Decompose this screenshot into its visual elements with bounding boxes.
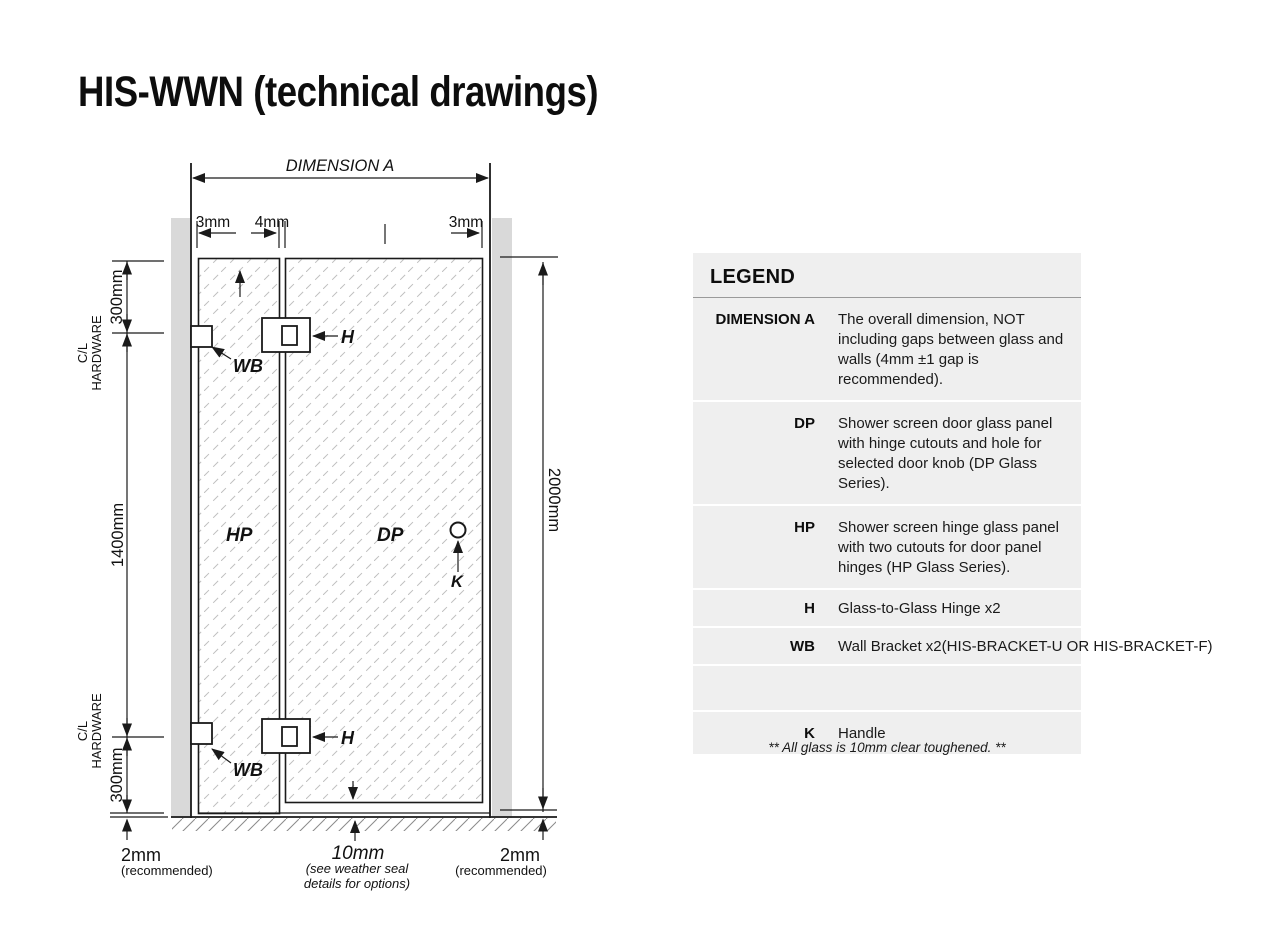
dim-1400mm: 1400mm — [109, 502, 127, 568]
hinge-top — [262, 318, 310, 352]
legend-desc: Handle — [838, 725, 886, 742]
legend-desc — [838, 675, 1070, 703]
legend-term: HP — [794, 519, 815, 536]
legend-term: DIMENSION A — [715, 311, 815, 328]
dim-2000mm: 2000mm — [545, 467, 563, 533]
legend-term: H — [804, 600, 815, 617]
wall-bracket-bottom-label: WB — [233, 760, 263, 780]
gap-4mm-label: 4mm — [254, 214, 290, 231]
legend-desc: Wall Bracket x2(HIS-BRACKET-U OR HIS-BRACKET-F) — [838, 638, 1213, 655]
dim-300mm-bottom: 300mm — [108, 747, 126, 803]
floor-hatching — [172, 818, 556, 831]
legend-term: WB — [790, 638, 815, 655]
top-gap-dimensions — [196, 214, 483, 248]
svg-text:C/L: C/L — [75, 342, 90, 364]
legend-panel — [693, 253, 1213, 754]
legend-row-empty — [693, 664, 1081, 710]
legend-term — [693, 675, 815, 703]
weather-seal-note-line1: (see weather seal — [305, 861, 409, 876]
right-wall — [492, 218, 512, 818]
legend-desc: Shower screen door glass panel with hinge cutouts and hole for selected door knob (DP Glass Series). — [838, 415, 1053, 492]
legend-row-wb — [693, 626, 1213, 664]
gap-3mm-left-label: 3mm — [195, 214, 231, 231]
wall-bracket-top-label: WB — [233, 356, 263, 376]
legend-title: LEGEND — [693, 253, 1081, 298]
gap-2mm-left-label: 2mm — [121, 845, 161, 865]
dim-300mm-top: 300mm — [108, 269, 126, 325]
dimension-a-label: DIMENSION A — [285, 157, 395, 175]
hinge-bottom-label: H — [341, 728, 354, 748]
svg-text:HARDWARE: HARDWARE — [89, 315, 104, 391]
gap-3mm-right-label: 3mm — [448, 214, 484, 231]
legend-term: K — [804, 725, 815, 742]
left-dimension-chain — [75, 261, 168, 817]
legend-footnote: ** All glass is 10mm clear toughened. ** — [768, 740, 1006, 755]
legend-desc: Shower screen hinge glass panel with two cutouts for door panel hinges (HP Glass Series). — [838, 519, 1059, 576]
legend-row-dimension-a — [693, 298, 1081, 400]
svg-text:HARDWARE: HARDWARE — [89, 693, 104, 769]
gap-2mm-left-note: (recommended) — [121, 863, 213, 878]
legend-desc: The overall dimension, NOT including gaps between glass and walls (4mm ±1 gap is recommended). — [838, 311, 1064, 388]
gap-2mm-right-note: (recommended) — [455, 863, 547, 878]
hp-panel-label: HP — [226, 525, 253, 546]
gap-10mm-label: 10mm — [331, 843, 385, 864]
wall-bracket-top — [191, 326, 212, 347]
svg-text:C/L: C/L — [75, 720, 90, 742]
hinge-top-label: H — [341, 327, 354, 347]
legend-row-hp — [693, 504, 1081, 588]
hinge-bottom — [262, 719, 310, 753]
hardware-centerline-bottom-label — [75, 693, 104, 769]
hardware-centerline-top-label — [75, 315, 104, 391]
weather-seal-note-line2: details for options) — [303, 876, 411, 891]
legend-desc: Glass-to-Glass Hinge x2 — [838, 600, 1001, 617]
dp-panel-label: DP — [377, 525, 404, 546]
legend-row-h — [693, 588, 1081, 626]
dimension-a — [193, 157, 488, 178]
wall-bracket-bottom — [191, 723, 212, 744]
handle-label: K — [451, 573, 463, 591]
left-wall — [171, 218, 191, 818]
legend-term: DP — [794, 415, 815, 432]
legend-row-dp — [693, 400, 1081, 504]
handle-knob — [451, 523, 466, 538]
gap-2mm-right-label: 2mm — [500, 845, 540, 865]
page-title: HIS-WWN (technical drawings) — [78, 68, 599, 116]
